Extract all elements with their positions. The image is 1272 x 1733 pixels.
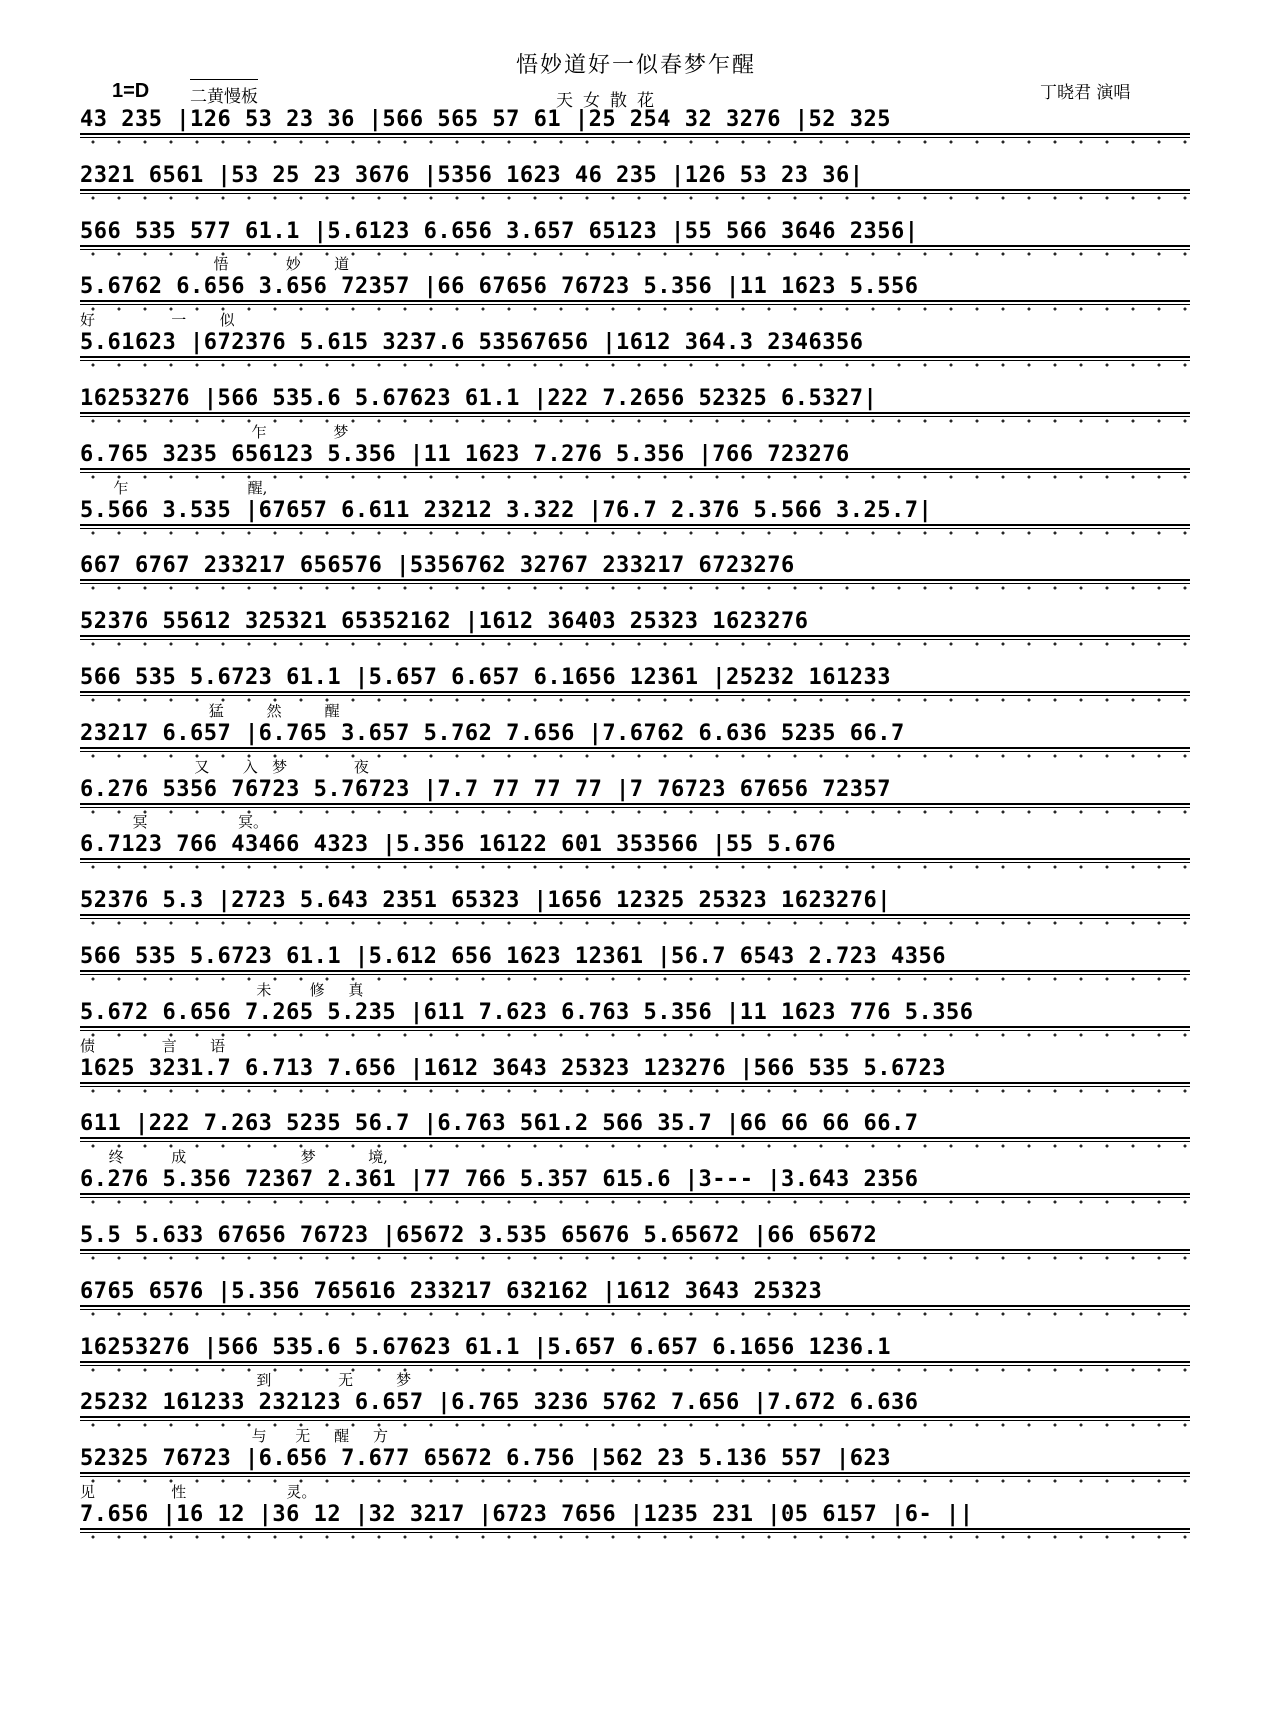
staff-lyrics: 乍 醒, — [80, 478, 268, 497]
beam-line — [80, 858, 1190, 860]
singer-credit: 丁晓君 演唱 — [1040, 83, 1131, 103]
staff-notes: 566 535 577 61.1 |5.6123 6.656 3.657 65123 |55 566 3646 2356| — [80, 218, 919, 244]
beam-line — [80, 635, 1190, 637]
staff-line — [80, 198, 1190, 256]
staff-notes: 6.276 5.356 72367 2.361 |77 766 5.357 615.6 |3--- |3.643 2356 — [80, 1167, 919, 1193]
staff-lyrics — [80, 1090, 1190, 1110]
staff-notes: 2321 6561 |53 25 23 3676 |5356 1623 46 235 |126 53 23 36| — [80, 162, 864, 188]
staff-line — [80, 86, 1190, 144]
beam-line — [80, 1361, 1190, 1363]
staff-line — [80, 1090, 1190, 1148]
staff-lyrics — [80, 588, 1190, 608]
beam-line — [80, 579, 1190, 581]
staff-notes: 5.61623 |672376 5.615 3237.6 53567656 |1612 364.3 2346356 — [80, 330, 864, 356]
staff-line — [80, 979, 1190, 1037]
staff-lyrics — [80, 142, 1190, 162]
opera-subtitle: 天女散花 — [556, 91, 664, 111]
tempo-marking: 二黄慢板 — [190, 82, 258, 107]
staff-lyrics: 悟 妙 道 — [80, 255, 350, 274]
beam-line — [80, 747, 1190, 749]
beam-line — [80, 1472, 1190, 1474]
beam-line-secondary — [80, 1420, 1190, 1421]
staff-line — [80, 1369, 1190, 1427]
beam-line-secondary — [80, 918, 1190, 919]
staff-lyrics — [80, 644, 1190, 664]
beam-line-secondary — [80, 137, 1190, 138]
staff-line — [80, 923, 1190, 981]
staff-notes: 1625 3231.7 6.713 7.656 |1612 3643 25323 123276 |566 535 5.6723 — [80, 1055, 946, 1081]
beam-line-secondary — [80, 1365, 1190, 1366]
staff-lyrics: 未 修 真 — [80, 980, 364, 999]
beam-line — [80, 412, 1190, 414]
staff-lyrics: 终 成 梦 境, — [80, 1148, 388, 1167]
staff-lyrics — [80, 86, 1190, 106]
beam-line — [80, 468, 1190, 470]
staff-notes: 25232 161233 232123 6.657 |6.765 3236 5762 7.656 |7.672 6.636 — [80, 1390, 919, 1416]
beam-line — [80, 1416, 1190, 1418]
beam-line — [80, 1249, 1190, 1251]
staff-lyrics: 乍 梦 — [80, 422, 349, 441]
beam-line-secondary — [80, 1141, 1190, 1142]
staff-lyrics: 与 无 醒 方 — [80, 1427, 388, 1446]
beam-line-secondary — [80, 639, 1190, 640]
staff-line — [80, 532, 1190, 590]
beam-line — [80, 245, 1190, 247]
beam-line — [80, 1528, 1190, 1530]
staff-line — [80, 1202, 1190, 1260]
staff-lyrics — [80, 923, 1190, 943]
beam-line — [80, 524, 1190, 526]
staff-lyrics: 冥 冥。 — [80, 813, 269, 832]
staff-line — [80, 644, 1190, 702]
octave-dots — [80, 1535, 1190, 1539]
beam-line-secondary — [80, 360, 1190, 361]
staff-lyrics — [80, 365, 1190, 385]
staff-line — [80, 811, 1190, 869]
staff-notes: 16253276 |566 535.6 5.67623 61.1 |222 7.2656 52325 6.5327| — [80, 386, 878, 411]
beam-line-secondary — [80, 807, 1190, 808]
beam-line-secondary — [80, 416, 1190, 417]
beam-line — [80, 914, 1190, 916]
beam-line-secondary — [80, 193, 1190, 194]
staff-line — [80, 700, 1190, 758]
beam-line — [80, 356, 1190, 358]
beam-line-secondary — [80, 1476, 1190, 1477]
staff-line — [80, 1481, 1190, 1539]
staff-lyrics — [80, 1202, 1190, 1222]
beam-line-secondary — [80, 1532, 1190, 1533]
staff-notes: 5.5 5.633 67656 76723 |65672 3.535 65676 5.65672 |66 65672 — [80, 1223, 878, 1248]
beam-line — [80, 133, 1190, 135]
staff-lyrics: 猛 然 醒 — [80, 701, 340, 720]
staff-lyrics: 好 一 似 — [80, 311, 235, 330]
staff-notes: 566 535 5.6723 61.1 |5.657 6.657 6.1656 12361 |25232 161233 — [80, 665, 891, 690]
beam-line-secondary — [80, 1309, 1190, 1310]
staff-lyrics — [80, 1314, 1190, 1334]
staff-lyrics: 到 无 梦 — [80, 1371, 412, 1390]
staff-notes: 52376 55612 325321 65352162 |1612 36403 25323 1623276 — [80, 609, 809, 635]
staff-line — [80, 309, 1190, 367]
staff-lyrics — [80, 1258, 1190, 1278]
staff-lyrics — [80, 867, 1190, 887]
staff-line — [80, 756, 1190, 814]
beam-line-secondary — [80, 304, 1190, 305]
staff-line — [80, 421, 1190, 479]
beam-line — [80, 1193, 1190, 1195]
beam-line — [80, 300, 1190, 302]
beam-line-secondary — [80, 695, 1190, 696]
staff-line — [80, 867, 1190, 925]
staff-notes: 16253276 |566 535.6 5.67623 61.1 |5.657 6.657 6.1656 1236.1 — [80, 1334, 891, 1360]
staff-notes: 52325 76723 |6.656 7.677 65672 6.756 |562 23 5.136 557 |623 — [80, 1446, 891, 1472]
staff-line — [80, 1425, 1190, 1483]
staff-notes: 43 235 |126 53 23 36 |566 565 57 61 |25 254 32 3276 |52 325 — [80, 107, 891, 132]
staff-notes: 5.6762 6.656 3.656 72357 |66 67656 76723 5.356 |11 1623 5.556 — [80, 274, 919, 300]
key-signature: 1=D — [112, 80, 150, 102]
song-title: 悟妙道好一似春梦乍醒 — [515, 53, 756, 78]
beam-line — [80, 1026, 1190, 1028]
beam-line-secondary — [80, 249, 1190, 250]
staff-lyrics — [80, 198, 1190, 218]
beam-line-secondary — [80, 472, 1190, 473]
beam-line-secondary — [80, 583, 1190, 584]
beam-line — [80, 803, 1190, 805]
staff-line — [80, 1146, 1190, 1204]
beam-line — [80, 970, 1190, 972]
staff-notes: 6765 6576 |5.356 765616 233217 632162 |1612 3643 25323 — [80, 1278, 823, 1304]
staff-lyrics: 又 入 梦 夜 — [80, 757, 369, 776]
beam-line-secondary — [80, 1253, 1190, 1254]
staff-notes: 5.672 6.656 7.265 5.235 |611 7.623 6.763 5.356 |11 1623 776 5.356 — [80, 999, 974, 1025]
staff-lyrics: 见 性 灵。 — [80, 1483, 317, 1501]
staff-lyrics — [80, 532, 1190, 552]
beam-line-secondary — [80, 1197, 1190, 1198]
beam-line-secondary — [80, 528, 1190, 529]
beam-line-secondary — [80, 1030, 1190, 1031]
beam-line-secondary — [80, 751, 1190, 752]
staff-notes: 6.7123 766 43466 4323 |5.356 16122 601 353566 |55 5.676 — [80, 832, 836, 858]
staff-notes: 6.276 5356 76723 5.76723 |7.7 77 77 77 |7 76723 67656 72357 — [80, 776, 891, 802]
beam-line-secondary — [80, 974, 1190, 975]
staff-line — [80, 588, 1190, 646]
beam-line-secondary — [80, 862, 1190, 863]
beam-line — [80, 1082, 1190, 1084]
staff-notes: 5.566 3.535 |67657 6.611 23212 3.322 |76.7 2.376 5.566 3.25.7| — [80, 497, 933, 523]
staff-notes: 6.765 3235 656123 5.356 |11 1623 7.276 5.356 |766 723276 — [80, 441, 850, 467]
beam-line — [80, 189, 1190, 191]
staff-notes: 566 535 5.6723 61.1 |5.612 656 1623 12361 |56.7 6543 2.723 4356 — [80, 944, 946, 969]
staff-line — [80, 1314, 1190, 1372]
staff-line — [80, 365, 1190, 423]
staff-notes: 23217 6.657 |6.765 3.657 5.762 7.656 |7.6762 6.636 5235 66.7 — [80, 720, 905, 746]
beam-line — [80, 1305, 1190, 1307]
staff-line — [80, 477, 1190, 535]
staff-notes: 7.656 |16 12 |36 12 |32 3217 |6723 7656 |1235 231 |05 6157 |6- || — [80, 1502, 974, 1527]
staff-line — [80, 142, 1190, 200]
staff-notes: 667 6767 233217 656576 |5356762 32767 233217 6723276 — [80, 553, 795, 579]
staff-lyrics: 债 言 语 — [80, 1036, 226, 1055]
staff-notes: 611 |222 7.263 5235 56.7 |6.763 561.2 566 35.7 |66 66 66 66.7 — [80, 1111, 919, 1137]
beam-line-secondary — [80, 1086, 1190, 1087]
beam-line — [80, 691, 1190, 693]
beam-line — [80, 1137, 1190, 1139]
staff-line — [80, 1258, 1190, 1316]
staff-line — [80, 1035, 1190, 1093]
staff-notes: 52376 5.3 |2723 5.643 2351 65323 |1656 12325 25323 1623276| — [80, 888, 891, 914]
staff-line — [80, 253, 1190, 311]
